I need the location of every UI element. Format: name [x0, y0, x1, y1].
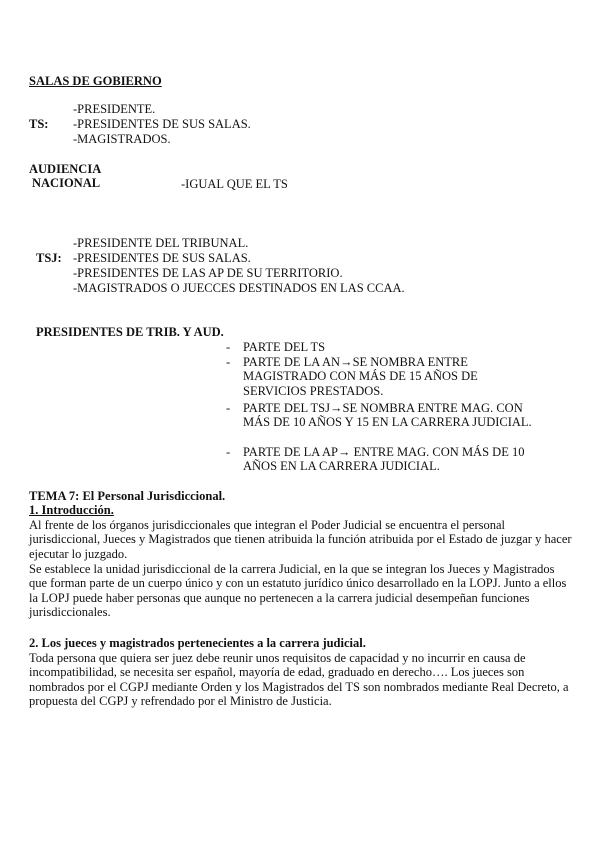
- tema-title: TEMA 7: El Personal Jurisdiccional.: [29, 489, 226, 503]
- bullet-marker: -: [226, 355, 231, 369]
- an-value: -IGUAL QUE EL TS: [181, 177, 288, 191]
- presidentes-item: PARTE DEL TS: [243, 340, 326, 354]
- ts-item: -PRESIDENTE.: [73, 102, 156, 116]
- section1-paragraph: Al frente de los órganos jurisdiccionales que integran el Poder Judicial se encuentra el personal jurisdiccional, Jueces y Magistrados que tienen atribuida la función atribuida por el Estado de juzgar y hacer ejecutar lo juzgado.: [29, 518, 572, 561]
- an-label-line1: AUDIENCIA: [29, 162, 102, 176]
- presidentes-item: PARTE DE LA AN→SE NOMBRA ENTRE MAGISTRADO CON MÁS DE 15 AÑOS DE SERVICIOS PRESTADOS.: [243, 355, 478, 398]
- presidentes-heading: PRESIDENTES DE TRIB. Y AUD.: [36, 325, 224, 339]
- presidentes-item: PARTE DEL TSJ→SE NOMBRA ENTRE MAG. CON MÁS DE 10 AÑOS Y 15 EN LA CARRERA JUDICIAL.: [243, 401, 532, 430]
- bullet-marker: -: [226, 445, 231, 459]
- tsj-item: -PRESIDENTES DE SUS SALAS.: [73, 251, 251, 265]
- bullet-marker: -: [226, 401, 231, 415]
- tsj-label: TSJ:: [36, 251, 62, 265]
- tsj-item: -PRESIDENTES DE LAS AP DE SU TERRITORIO.: [73, 266, 343, 280]
- section1-paragraph: Se establece la unidad jurisdiccional de la carrera Judicial, en la que se integran los Jueces y Magistrados que forman parte de un cuerpo único y con un estatuto jurídico único desarrollado en la LOPJ. Junto a ellos la LOPJ puede haber personas que aunque no pertenecen a la carrera judicial desempeñan funciones jurisdiccionales.: [29, 562, 567, 620]
- an-label-line2: NACIONAL: [32, 176, 101, 190]
- salas-heading: SALAS DE GOBIERNO: [29, 74, 162, 88]
- presidentes-item: PARTE DE LA AP→ ENTRE MAG. CON MÁS DE 10 AÑOS EN LA CARRERA JUDICIAL.: [243, 445, 525, 474]
- section2-paragraph: Toda persona que quiera ser juez debe reunir unos requisitos de capacidad y no incurrir en causa de incompatibilidad, se necesita ser español, mayoría de edad, graduado en derecho…. Los jueces son nombrados por el CGPJ mediante Orden y los Magistrados del TS son nombrados mediante Real Decreto, a propuesta del CGPJ y refrendado por el Ministro de Justicia.: [29, 651, 569, 709]
- tsj-item: -MAGISTRADOS O JUECCES DESTINADOS EN LAS CCAA.: [73, 281, 405, 295]
- ts-item: -MAGISTRADOS.: [73, 132, 171, 146]
- bullet-marker: -: [226, 340, 231, 354]
- section2-heading: 2. Los jueces y magistrados pertenecientes a la carrera judicial.: [29, 636, 366, 650]
- section1-heading: 1. Introducción.: [29, 503, 114, 517]
- ts-label: TS:: [29, 117, 49, 131]
- ts-item: -PRESIDENTES DE SUS SALAS.: [73, 117, 251, 131]
- tsj-item: -PRESIDENTE DEL TRIBUNAL.: [73, 236, 249, 250]
